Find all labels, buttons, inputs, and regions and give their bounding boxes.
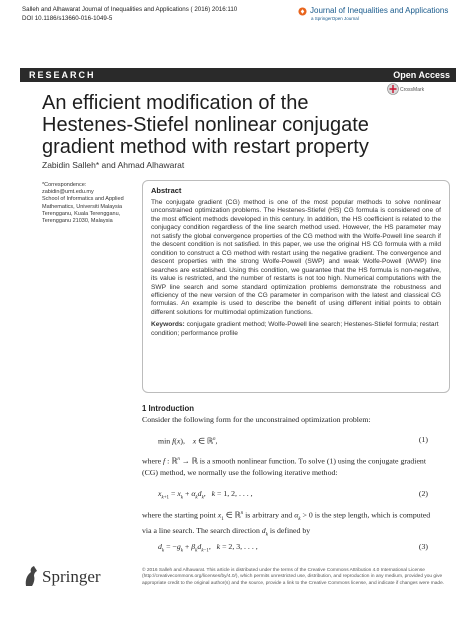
citation-line: Salleh and Alhawarat Journal of Inequalities and Applications ( 2016) 2016:110 bbox=[22, 6, 238, 13]
journal-subtitle: a SpringerOpen Journal bbox=[311, 16, 359, 21]
intro-paragraph-3: where the starting point $x_1$ ∈ ℝ$^n$ is arbitrary and $\alpha_k > 0$ is the step length, which is computed via a line search. The search direction $d_k$ is defined by bbox=[142, 510, 431, 538]
keywords-list: conjugate gradient method; Wolfe-Powell line search; Hestenes-Stiefel formula; restart condition; performance profile bbox=[151, 321, 439, 337]
article-meta bbox=[22, 6, 282, 23]
intro-paragraph-2: where f : ℝ$^n$ → ℝ is a smooth nonlinear function. To solve (1) using the conjugate gradient (CG) method, we normally use the following iterative method: bbox=[142, 456, 426, 477]
keywords-label: Keywords: bbox=[151, 321, 185, 329]
article-type-label: RESEARCH bbox=[29, 70, 96, 80]
keywords bbox=[151, 321, 441, 338]
abstract-body: The conjugate gradient (CG) method is one of the most popular methods to solve nonlinear unconstrained optimization problems. The Hestenes-Stiefel (HS) CG formula is considered one of the most efficient methods developed in this century. In addition, the HS coefficient is related to the conjugacy condition regardless of the line search method used. However, the HS parameter may not satisfy the global convergence properties of the CG method with the Wolfe-Powell line search if the descent condition is not satisfied. In this paper, we use the original HS CG formula with a mild condition to construct a CG method with restart using the negative gradient. The convergence and descent properties with the strong Wolfe-Powell (SWP) and weak Wolfe-Powell (WWP) line searches are established. Using this condition, we guarantee that the HS formula is non-negative, its value is restricted, and the number of restarts is not too high. Numerical computations with the SWP line search and some standard optimization problems demonstrate the robustness and efficiency of the new version of the CG parameter in comparison with the latest and classical CG formulas. An example is used to describe the benefit of using different initial points to obtain different solutions for multimodal optimization functions. bbox=[151, 199, 441, 316]
equation-3-number: (3) bbox=[418, 542, 428, 551]
abstract-box bbox=[142, 180, 450, 393]
affiliation bbox=[42, 182, 138, 225]
affiliation-line: School of Informatics and Applied bbox=[42, 196, 124, 203]
crossmark-label: CrossMark bbox=[400, 87, 425, 93]
article-title: An efficient modification of the Hestenes-Stiefel nonlinear conjugate gradient method with restart property bbox=[42, 92, 369, 158]
springer-logo-text: Springer bbox=[42, 567, 101, 586]
affiliation-line: Terengganu, Kuala Terengganu, bbox=[42, 210, 121, 217]
affiliation-line: Mathematics, Universiti Malaysia bbox=[42, 203, 123, 210]
equation-3: $d_k = -g_k + \beta_kd_{k-1}$, k = 2, 3, . . . , bbox=[158, 542, 258, 554]
springer-horse-icon bbox=[22, 564, 40, 588]
journal-name[interactable]: Journal of Inequalities and Applications bbox=[310, 6, 449, 15]
authors: Zabidin Salleh* and Ahmad Alhawarat bbox=[42, 160, 185, 170]
affiliation-line: Terengganu 21030, Malaysia bbox=[42, 218, 113, 225]
correspondence-label: *Correspondence: bbox=[42, 182, 87, 188]
open-access-label: Open Access bbox=[393, 70, 450, 80]
equation-2-number: (2) bbox=[418, 489, 428, 498]
equation-1: min f(x), x ∈ ℝ$^n$, bbox=[158, 436, 218, 446]
section-heading-introduction: 1 Introduction bbox=[142, 404, 194, 413]
intro-paragraph-1: Consider the following form for the unconstrained optimization problem: bbox=[142, 415, 371, 424]
equation-1-number: (1) bbox=[418, 435, 428, 444]
doi-line: DOI 10.1186/s13660-016-1049-5 bbox=[22, 14, 113, 22]
correspondence-email[interactable]: zabidin@umt.edu.my bbox=[42, 189, 94, 196]
equation-2: $x_{k+1} = x_k + \alpha_kd_k$, k = 1, 2, . . . , bbox=[158, 489, 253, 501]
journal-logo-icon bbox=[298, 7, 307, 16]
abstract-heading: Abstract bbox=[151, 186, 182, 195]
license-text: © 2016 Salleh and Alhawarat. This article is distributed under the terms of the Creative Commons Attribution 4.0 International License (http://creativecommons.org/licenses/by/4.0/), which permits unrestricted use, distribution, and reproduction in any medium, provided you give appropriate credit to the original author(s) and the source, provide a link to the Creative Commons license, and indicate if changes were made. bbox=[142, 568, 445, 586]
